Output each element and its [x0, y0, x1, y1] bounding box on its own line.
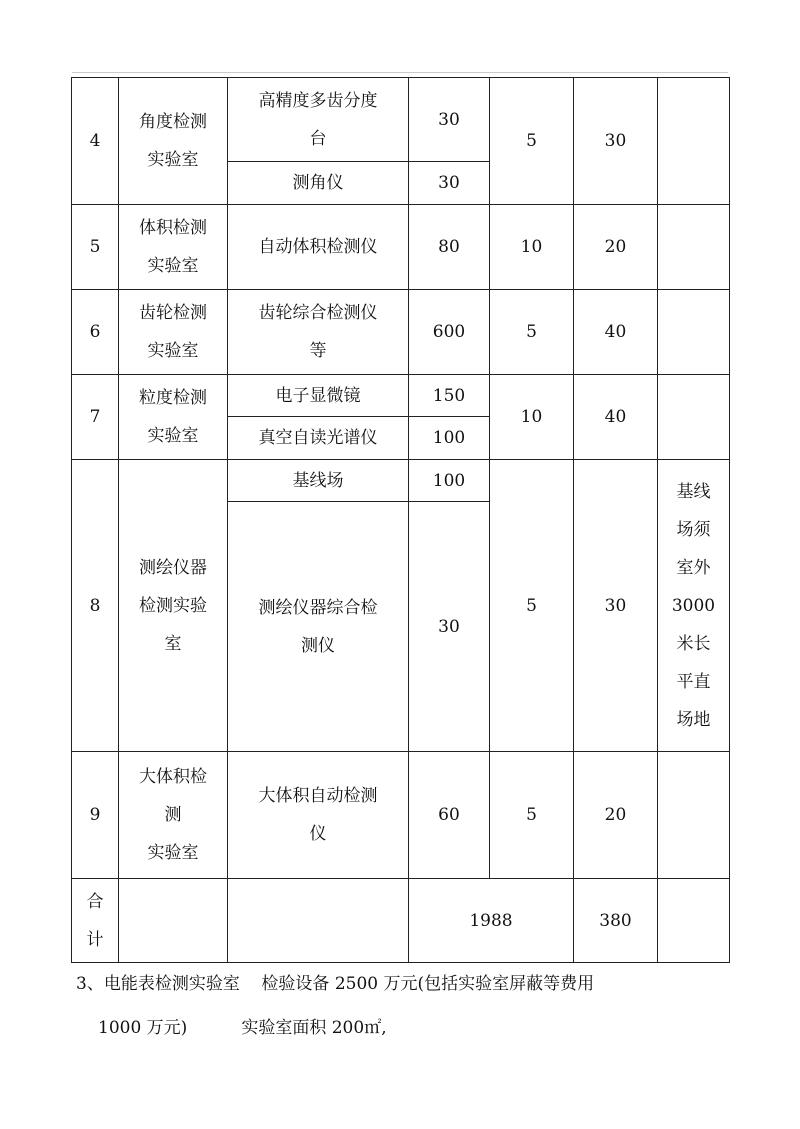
paragraph-line-2: 1000 万元) 实验室面积 200㎡,: [98, 1018, 387, 1038]
page-header-rule: [72, 72, 728, 73]
lab-equipment-table: [71, 77, 730, 963]
col5-cell: 5: [490, 78, 574, 205]
equipment-qty-cell: 60: [409, 752, 490, 879]
equipment-name-cell: 测角仪: [228, 162, 409, 205]
note-line: 米长: [676, 633, 711, 654]
equipment-name-cell: 测绘仪器综合检 测仪: [228, 502, 409, 752]
equipment-qty-cell: 100: [409, 417, 490, 460]
equipment-qty-cell: 80: [409, 205, 490, 290]
note-cell: [658, 205, 730, 290]
equipment-qty-cell: 600: [409, 290, 490, 375]
total-equipment-sum: 1988: [409, 879, 574, 963]
col5-cell: 5: [490, 460, 574, 752]
equipment-name-cell: 大体积自动检测 仪: [228, 752, 409, 879]
empty-cell: [228, 879, 409, 963]
col5-cell: 10: [490, 375, 574, 460]
equipment-qty-cell: 30: [409, 502, 490, 752]
note-line: 场地: [676, 709, 711, 730]
note-line: 基线: [676, 481, 711, 502]
note-cell: [658, 78, 730, 205]
equipment-name-cell: 真空自读光谱仪: [228, 417, 409, 460]
row-number: 8: [72, 460, 119, 752]
col6-cell: 30: [574, 460, 658, 752]
note-line: 平直: [676, 671, 711, 692]
row-number: 7: [72, 375, 119, 460]
col5-cell: 10: [490, 205, 574, 290]
equipment-name-cell: 高精度多齿分度 台: [228, 78, 409, 162]
col6-cell: 30: [574, 78, 658, 205]
row-number: 5: [72, 205, 119, 290]
equipment-qty-cell: 100: [409, 460, 490, 502]
col6-cell: 20: [574, 752, 658, 879]
table-row: [72, 205, 730, 290]
equipment-qty-cell: 30: [409, 78, 490, 162]
table-row: [72, 460, 730, 502]
lab-name-cell: 大体积检 测 实验室: [119, 752, 228, 879]
paragraph-line-1: 3、电能表检测实验室 检验设备 2500 万元(包括实验室屏蔽等费用: [76, 974, 595, 994]
total-row: [72, 879, 730, 963]
lab-name-cell: 角度检测 实验室: [119, 78, 228, 205]
equipment-qty-cell: 150: [409, 375, 490, 417]
total-area-sum: 380: [574, 879, 658, 963]
row-number: 9: [72, 752, 119, 879]
lab-name-cell: 粒度检测 实验室: [119, 375, 228, 460]
note-cell: [658, 375, 730, 460]
note-line: 室外: [676, 557, 711, 578]
table-row: [72, 752, 730, 879]
total-label: 合 计: [72, 879, 119, 963]
col6-cell: 40: [574, 290, 658, 375]
note-cell: [658, 752, 730, 879]
note-cell: [658, 460, 730, 752]
note-cell: [658, 290, 730, 375]
col5-cell: 5: [490, 752, 574, 879]
col6-cell: 40: [574, 375, 658, 460]
equipment-qty-cell: 30: [409, 162, 490, 205]
lab-name-cell: 测绘仪器 检测实验 室: [119, 460, 228, 752]
col6-cell: 20: [574, 205, 658, 290]
equipment-name-cell: 自动体积检测仪: [228, 205, 409, 290]
table-row: [72, 290, 730, 375]
equipment-name-cell: 电子显微镜: [228, 375, 409, 417]
empty-cell: [658, 879, 730, 963]
row-number: 6: [72, 290, 119, 375]
col5-cell: 5: [490, 290, 574, 375]
empty-cell: [119, 879, 228, 963]
table-row: [72, 78, 730, 162]
note-line: 场须: [676, 519, 711, 540]
lab-name-cell: 体积检测 实验室: [119, 205, 228, 290]
lab-name-cell: 齿轮检测 实验室: [119, 290, 228, 375]
equipment-name-cell: 齿轮综合检测仪 等: [228, 290, 409, 375]
equipment-name-cell: 基线场: [228, 460, 409, 502]
row-number: 4: [72, 78, 119, 205]
note-line: 3000: [671, 595, 716, 616]
table-row: [72, 375, 730, 417]
